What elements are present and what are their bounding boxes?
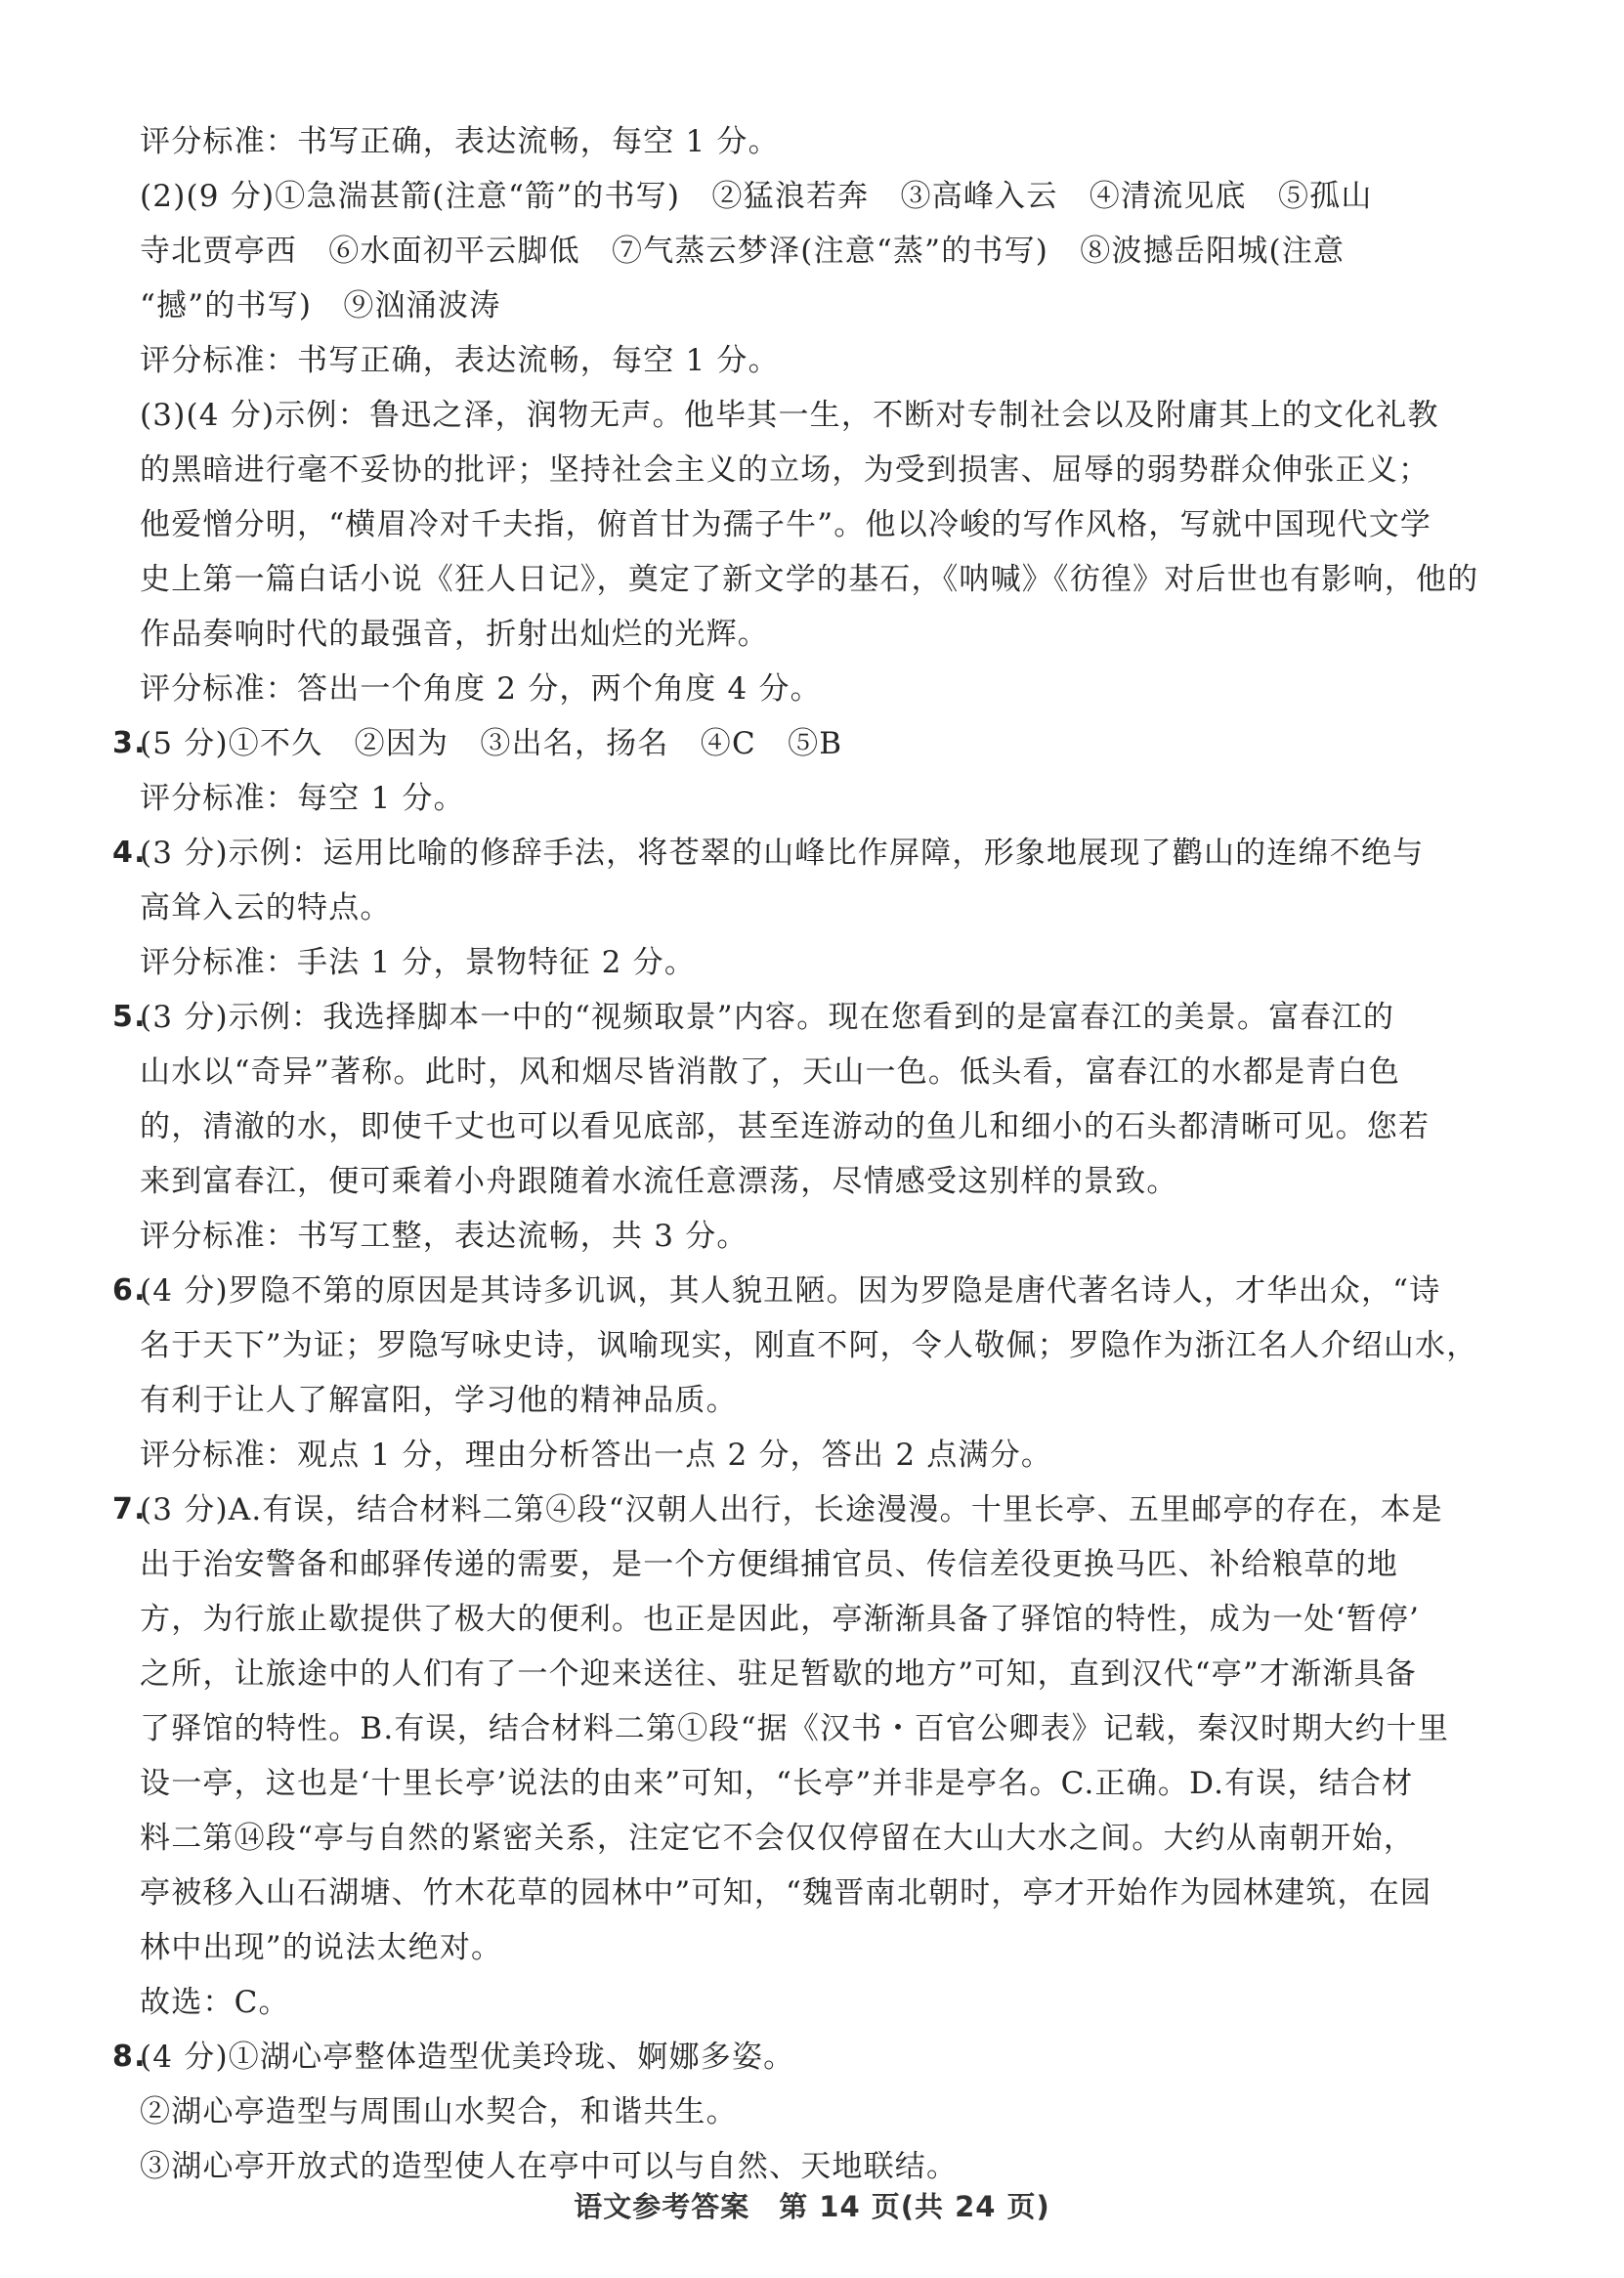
text-line: 亭被移入山石湖塘、竹木花草的园林中”可知，“魏晋南北朝时，亭才开始作为园林建筑，在园	[140, 1875, 1432, 1911]
text-line: 山水以“奇异”著称。此时，风和烟尽皆消散了，天山一色。低头看，富春江的水都是青白色	[140, 1054, 1400, 1090]
text-line: 来到富春江，便可乘着小舟跟随着水流任意漂荡，尽情感受这别样的景致。	[140, 1164, 1178, 1199]
text-line: 史上第一篇白话小说《狂人日记》，奠定了新文学的基石，《呐喊》《彷徨》对后世也有影响，他的	[140, 562, 1479, 597]
question-number: 6.	[112, 1273, 147, 1308]
text-line: (3)(4 分)示例：鲁迅之泽，润物无声。他毕其一生，不断对专制社会以及附庸其上的文化礼教	[140, 398, 1439, 433]
text-line: (5 分)①不久 ②因为 ③出名，扬名 ④C ⑤B	[140, 726, 843, 761]
text-line: ②湖心亭造型与周围山水契合，和谐共生。	[140, 2094, 738, 2129]
text-line: (3 分)示例：我选择脚本一中的“视频取景”内容。现在您看到的是富春江的美景。富春江的	[140, 1000, 1395, 1035]
text-line: 方，为行旅止歇提供了极大的便利。也正是因此，亭渐渐具备了驿馆的特性，成为一处‘暂停’	[140, 1602, 1421, 1637]
question-number: 3.	[112, 726, 147, 760]
text-line: 的，清澈的水，即使千丈也可以看见底部，甚至连游动的鱼儿和细小的石头都清晰可见。您若	[140, 1109, 1431, 1144]
text-line: (4 分)罗隐不第的原因是其诗多讥讽，其人貌丑陋。因为罗隐是唐代著名诗人，才华出众，“诗	[140, 1273, 1441, 1309]
text-line: 评分标准：书写工整，表达流畅，共 3 分。	[140, 1219, 748, 1254]
text-line: “撼”的书写) ⑨汹涌波涛	[140, 288, 501, 323]
question-number: 8.	[112, 2040, 147, 2074]
text-line: 林中出现”的说法太绝对。	[140, 1930, 503, 1965]
text-line: 评分标准：观点 1 分，理由分析答出一点 2 分，答出 2 点满分。	[140, 1438, 1053, 1473]
text-line: 料二第⑭段“亭与自然的紧密关系，注定它不会仅仅停留在大山大水之间。大约从南朝开始，	[140, 1821, 1416, 1856]
text-line: 名于天下”为证；罗隐写咏史诗，讽喻现实，刚直不阿，令人敬佩；罗隐作为浙江名人介绍山水，	[140, 1328, 1478, 1363]
text-line: 评分标准：每空 1 分。	[140, 781, 465, 816]
text-line: 高耸入云的特点。	[140, 890, 392, 925]
text-line: 出于治安警备和邮驿传递的需要，是一个方便缉捕官员、传信差役更换马匹、补给粮草的地	[140, 1547, 1398, 1582]
page-footer: 语文参考答案 第 14 页(共 24 页)	[574, 2190, 1050, 2223]
question-number: 5.	[112, 1000, 147, 1034]
text-line: 评分标准：书写正确，表达流畅，每空 1 分。	[140, 343, 780, 378]
text-line: 有利于让人了解富阳，学习他的精神品质。	[140, 1383, 738, 1418]
text-line: 他爱憎分明，“横眉冷对千夫指，俯首甘为孺子牛”。他以冷峻的写作风格，写就中国现代文学	[140, 507, 1432, 542]
question-number: 4.	[112, 836, 147, 870]
text-line: (3 分)示例：运用比喻的修辞手法，将苍翠的山峰比作屏障，形象地展现了鹳山的连绵不绝与	[140, 836, 1425, 871]
text-line: 寺北贾亭西 ⑥水面初平云脚低 ⑦气蒸云梦泽(注意“蒸”的书写) ⑧波撼岳阳城(注意	[140, 234, 1346, 269]
text-line: ③湖心亭开放式的造型使人在亭中可以与自然、天地联结。	[140, 2149, 959, 2184]
text-line: 作品奏响时代的最强音，折射出灿烂的光辉。	[140, 617, 769, 652]
question-number: 7.	[112, 1492, 147, 1526]
text-line: (2)(9 分)①急湍甚箭(注意“箭”的书写) ②猛浪若奔 ③高峰入云 ④清流见底 ⑤孤山	[140, 179, 1373, 214]
text-line: 之所，让旅途中的人们有了一个迎来送往、驻足暂歇的地方”可知，直到汉代“亭”才渐渐具备	[140, 1656, 1417, 1692]
text-line: (3 分)A.有误，结合材料二第④段“汉朝人出行，长途漫漫。十里长亭、五里邮亭的存在，本是	[140, 1492, 1443, 1527]
text-line: 评分标准：答出一个角度 2 分，两个角度 4 分。	[140, 671, 822, 707]
text-line: 设一亭，这也是‘十里长亭’说法的由来”可知，“长亭”并非是亭名。C.正确。D.有误，结合材	[140, 1766, 1414, 1801]
text-line: 的黑暗进行毫不妥协的批评；坚持社会主义的立场，为受到损害、屈辱的弱势群众伸张正义；	[140, 452, 1431, 488]
text-line: 故选：C。	[140, 1985, 290, 2020]
text-line: 了驿馆的特性。B.有误，结合材料二第①段“据《汉书・百官公卿表》记载，秦汉时期大约十里	[140, 1711, 1450, 1746]
text-line: (4 分)①湖心亭整体造型优美玲珑、婀娜多姿。	[140, 2040, 795, 2075]
text-line: 评分标准：书写正确，表达流畅，每空 1 分。	[140, 124, 780, 159]
text-line: 评分标准：手法 1 分，景物特征 2 分。	[140, 945, 697, 980]
